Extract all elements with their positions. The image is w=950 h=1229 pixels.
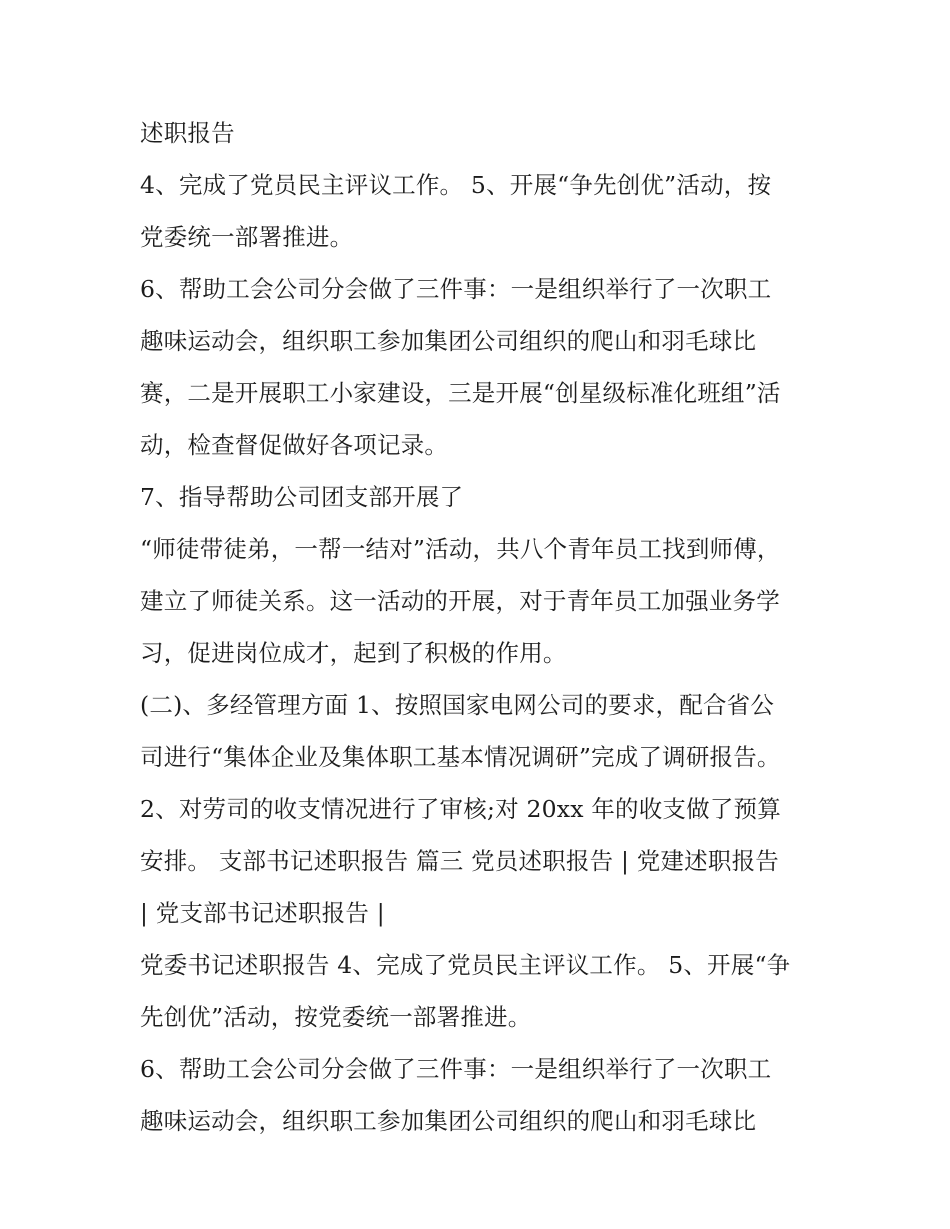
text-line: 趣味运动会，组织职工参加集团公司组织的爬山和羽毛球比 <box>140 1107 757 1135</box>
text-line: 2、对劳司的收支情况进行了审核;对 20xx 年的收支做了预算 <box>140 795 781 823</box>
text-line: 6、帮助工会公司分会做了三件事：一是组织举行了一次职工 <box>140 1055 772 1083</box>
text-line: 赛，二是开展职工小家建设，三是开展“创星级标准化班组”活 <box>140 379 781 407</box>
text-line: (二)、多经管理方面 1、按照国家电网公司的要求，配合省公 <box>140 691 775 719</box>
text-line: 7、指导帮助公司团支部开展了 <box>140 483 464 511</box>
text-line: 司进行“集体企业及集体职工基本情况调研”完成了调研报告。 <box>140 743 781 771</box>
text-line: 习，促进岗位成才，起到了积极的作用。 <box>140 639 567 667</box>
text-line: 先创优”活动，按党委统一部署推进。 <box>140 1003 532 1031</box>
text-line: “师徒带徒弟，一帮一结对”活动，共八个青年员工找到师傅， <box>140 535 781 563</box>
text-line: 述职报告 <box>140 119 235 147</box>
text-line: | 党支部书记述职报告 | <box>140 899 385 927</box>
text-line: 4、完成了党员民主评议工作。 5、开展“争先创优”活动，按 <box>140 171 772 199</box>
document-body <box>140 107 820 1147</box>
text-line: 建立了师徒关系。这一活动的开展，对于青年员工加强业务学 <box>140 587 780 615</box>
text-line: 安排。 支部书记述职报告 篇三 党员述职报告 | 党建述职报告 <box>140 847 779 875</box>
text-line: 趣味运动会，组织职工参加集团公司组织的爬山和羽毛球比 <box>140 327 757 355</box>
text-line: 6、帮助工会公司分会做了三件事：一是组织举行了一次职工 <box>140 275 772 303</box>
text-line: 动，检查督促做好各项记录。 <box>140 431 449 459</box>
text-line: 党委统一部署推进。 <box>140 223 354 251</box>
text-line: 党委书记述职报告 4、完成了党员民主评议工作。 5、开展“争 <box>140 951 791 979</box>
